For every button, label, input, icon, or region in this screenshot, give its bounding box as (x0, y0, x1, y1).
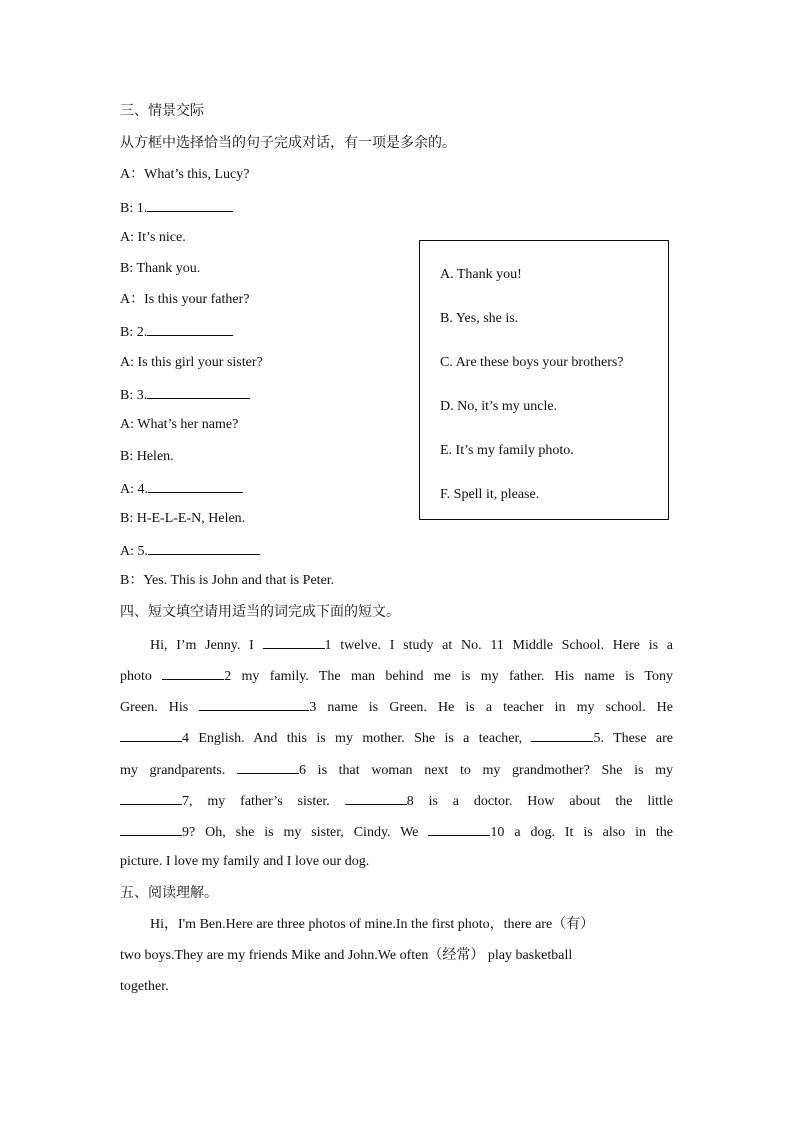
section4-title: 四、短文填空请用适当的词完成下面的短文。 (120, 604, 400, 620)
cloze-blank-4[interactable] (120, 728, 182, 742)
section3-instruction: 从方框中选择恰当的句子完成对话，有一项是多余的。 (120, 135, 456, 151)
section5-title: 五、阅读理解。 (120, 885, 218, 901)
cloze-blank-1[interactable] (263, 635, 325, 649)
dialogue-line: B: H-E-L-E-N, Helen. (120, 511, 246, 526)
dialogue-line: A：Is this your father? (120, 292, 250, 307)
cloze-blank-7[interactable] (120, 791, 182, 805)
option-b: B. Yes, she is. (440, 311, 519, 326)
cloze-blank-6[interactable] (237, 760, 299, 774)
cloze-line: 4 English. And this is my mother. She is a teacher, 5. These are (120, 728, 673, 748)
dialogue-line: A：What’s this, Lucy? (120, 167, 250, 182)
dialogue-line: B: Thank you. (120, 261, 201, 276)
dialogue-line: B: 1. (120, 198, 233, 218)
cloze-line: photo 2 my family. The man behind me is my father. His name is Tony (120, 666, 673, 686)
cloze-line: picture. I love my family and I love our dog. (120, 854, 370, 869)
cloze-blank-9[interactable] (120, 822, 182, 836)
dialogue-line: A: 5. (120, 541, 260, 561)
cloze-line: Green. His 3 name is Green. He is a teacher in my school. He (120, 697, 673, 717)
reading-line: together. (120, 979, 169, 994)
reading-line: Hi，I'm Ben.Here are three photos of mine.In the first photo，there are（有） (150, 917, 595, 932)
answer-blank-5[interactable] (148, 541, 260, 555)
dialogue-line: B: 3. (120, 385, 250, 405)
option-d: D. No, it’s my uncle. (440, 399, 558, 414)
answer-blank-1[interactable] (147, 198, 233, 212)
cloze-blank-2[interactable] (162, 666, 224, 680)
cloze-line: 9? Oh, she is my sister, Cindy. We 10 a dog. It is also in the (120, 822, 673, 842)
dialogue-line: A: 4. (120, 479, 243, 499)
option-a: A. Thank you! (440, 267, 522, 282)
dialogue-line: A: Is this girl your sister? (120, 355, 263, 370)
cloze-line: my grandparents. 6 is that woman next to my grandmother? She is my (120, 760, 673, 780)
cloze-blank-10[interactable] (428, 822, 490, 836)
options-box (419, 240, 669, 520)
answer-blank-4[interactable] (148, 479, 243, 493)
cloze-line: Hi, I’m Jenny. I 1 twelve. I study at No. 11 Middle School. Here is a (120, 635, 673, 655)
cloze-blank-3[interactable] (199, 697, 309, 711)
dialogue-line: B: Helen. (120, 449, 174, 464)
dialogue-line: B: 2. (120, 322, 233, 342)
section3-title: 三、情景交际 (120, 103, 204, 119)
answer-blank-3[interactable] (147, 385, 250, 399)
option-e: E. It’s my family photo. (440, 443, 574, 458)
option-f: F. Spell it, please. (440, 487, 540, 502)
cloze-line: 7, my father’s sister. 8 is a doctor. How about the little (120, 791, 673, 811)
answer-blank-2[interactable] (147, 322, 233, 336)
dialogue-line: A: It’s nice. (120, 230, 186, 245)
reading-line: two boys.They are my friends Mike and John.We often（经常） play basketball (120, 948, 573, 963)
dialogue-line: A: What’s her name? (120, 417, 239, 432)
option-c: C. Are these boys your brothers? (440, 355, 624, 370)
cloze-blank-8[interactable] (345, 791, 407, 805)
dialogue-line: B：Yes. This is John and that is Peter. (120, 573, 335, 588)
cloze-blank-5[interactable] (531, 728, 593, 742)
